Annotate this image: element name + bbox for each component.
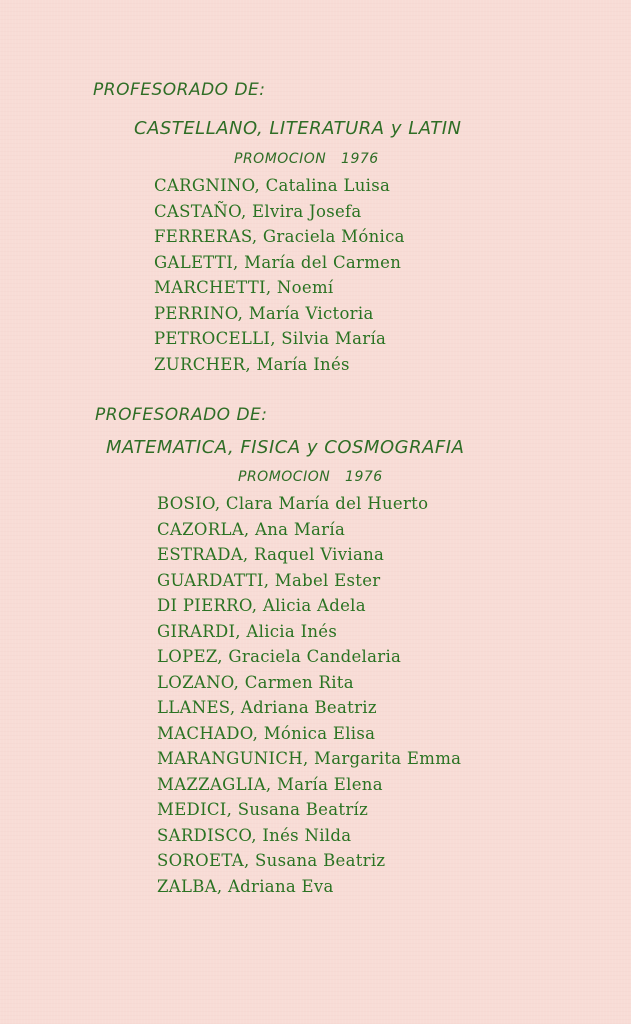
list-item: MARCHETTI, Noemí [154,278,334,297]
section-2-subject: MATEMATICA, FISICA y COSMOGRAFIA [106,437,465,458]
list-item: PETROCELLI, Silvia María [154,329,387,348]
list-item: LOPEZ, Graciela Candelaria [157,647,402,666]
list-item: FERRERAS, Graciela Mónica [154,227,405,246]
list-item: ZALBA, Adriana Eva [157,876,334,896]
list-item: SOROETA, Susana Beatriz [157,851,386,870]
list-item: MAZZAGLIA, María Elena [157,774,383,794]
list-item: LOZANO, Carmen Rita [157,672,354,692]
section-2-heading: PROFESORADO DE: [95,405,268,425]
section-2-name-list [157,491,461,899]
list-item: CARGNINO, Catalina Luisa [154,176,391,195]
list-item: GALETTI, María del Carmen [154,252,402,272]
list-item: CASTAÑO, Elvira Josefa [154,201,362,221]
section-1-name-list [154,173,405,377]
list-item: GUARDATTI, Mabel Ester [157,570,381,590]
list-item: ZURCHER, María Inés [154,354,350,374]
list-item: BOSIO, Clara María del Huerto [157,494,429,513]
section-1-heading: PROFESORADO DE: [93,80,266,100]
section-2-promotion: PROMOCION 1976 [238,469,383,485]
list-item: GIRARDI, Alicia Inés [157,621,338,641]
list-item: ESTRADA, Raquel Viviana [157,545,385,564]
list-item: MACHADO, Mónica Elisa [157,723,376,743]
list-item: MARANGUNICH, Margarita Emma [157,749,462,768]
list-item: CAZORLA, Ana María [157,519,346,539]
list-item: PERRINO, María Victoria [154,303,374,323]
section-1-promotion: PROMOCION 1976 [234,151,379,167]
list-item: SARDISCO, Inés Nilda [157,825,352,845]
list-item: LLANES, Adriana Beatriz [157,698,377,717]
list-item: MEDICI, Susana Beatríz [157,800,369,819]
section-1-subject: CASTELLANO, LITERATURA y LATIN [134,118,462,139]
list-item: DI PIERRO, Alicia Adela [157,596,366,615]
